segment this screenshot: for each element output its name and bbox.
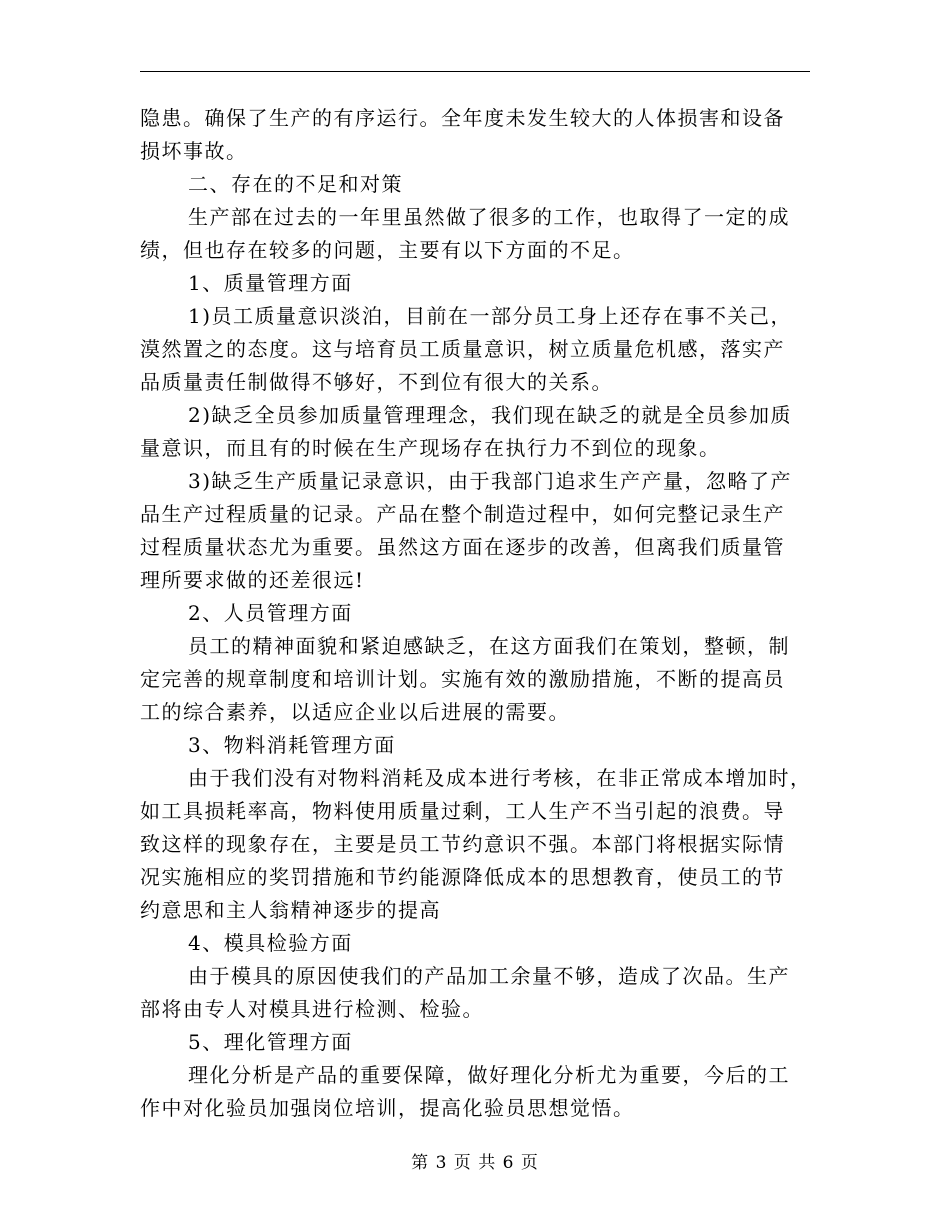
subsection-heading: 2、人员管理方面 [188,601,353,625]
subsection-heading: 5、理化管理方面 [188,1030,353,1054]
body-line: 2)缺乏全员参加质量管理理念，我们现在缺乏的就是全员参加质 [188,403,793,427]
body-line: 量意识，而且有的时候在生产现场存在执行力不到位的现象。 [140,436,721,460]
subsection-heading: 1、质量管理方面 [188,271,353,295]
body-line: 损坏事故。 [140,139,248,163]
body-line: 况实施相应的奖罚措施和节约能源降低成本的思想教育，使员工的节 [140,865,785,889]
body-line: 如工具损耗率高，物料使用质量过剩，工人生产不当引起的浪费。导 [140,799,785,823]
body-line: 作中对化验员加强岗位培训，提高化验员思想觉悟。 [140,1096,635,1120]
body-line: 生产部在过去的一年里虽然做了很多的工作，也取得了一定的成 [188,205,790,229]
section-heading: 二、存在的不足和对策 [188,172,403,196]
subsection-heading: 3、物料消耗管理方面 [188,733,396,757]
body-line: 漠然置之的态度。这与培育员工质量意识，树立质量危机感，落实产 [140,337,785,361]
body-line: 隐患。确保了生产的有序运行。全年度未发生较大的人体损害和设备 [140,106,785,130]
body-line: 品生产过程质量的记录。产品在整个制造过程中，如何完整记录生产 [140,502,785,526]
body-line: 品质量责任制做得不够好，不到位有很大的关系。 [140,370,613,394]
body-line: 工的综合素养，以适应企业以后进展的需要。 [140,700,570,724]
body-line: 致这样的现象存在，主要是员工节约意识不强。本部门将根据实际情 [140,832,785,856]
body-line: 定完善的规章制度和培训计划。实施有效的激励措施，不断的提高员 [140,667,785,691]
body-line: 过程质量状态尤为重要。虽然这方面在逐步的改善，但离我们质量管 [140,535,785,559]
body-line: 约意思和主人翁精神逐步的提高 [140,898,441,922]
body-line: 部将由专人对模具进行检测、检验。 [140,997,484,1021]
body-line: 员工的精神面貌和紧迫感缺乏，在这方面我们在策划，整顿，制 [188,634,790,658]
subsection-heading: 4、模具检验方面 [188,931,353,955]
body-line: 理化分析是产品的重要保障，做好理化分析尤为重要，今后的工 [188,1063,790,1087]
body-line: 理所要求做的还差很远! [140,568,365,592]
document-body [140,102,810,1125]
body-line: 绩，但也存在较多的问题，主要有以下方面的不足。 [140,238,635,262]
body-line: 由于模具的原因使我们的产品加工余量不够，造成了次品。生产 [188,964,790,988]
page-number: 第 3 页 共 6 页 [411,1153,539,1173]
body-line: 1)员工质量意识淡泊，目前在一部分员工身上还存在事不关己， [188,304,793,328]
body-line: 由于我们没有对物料消耗及成本进行考核，在非正常成本增加时， [188,766,812,790]
body-line: 3)缺乏生产质量记录意识，由于我部门追求生产产量，忽略了产 [188,469,793,493]
header-rule [140,71,810,72]
